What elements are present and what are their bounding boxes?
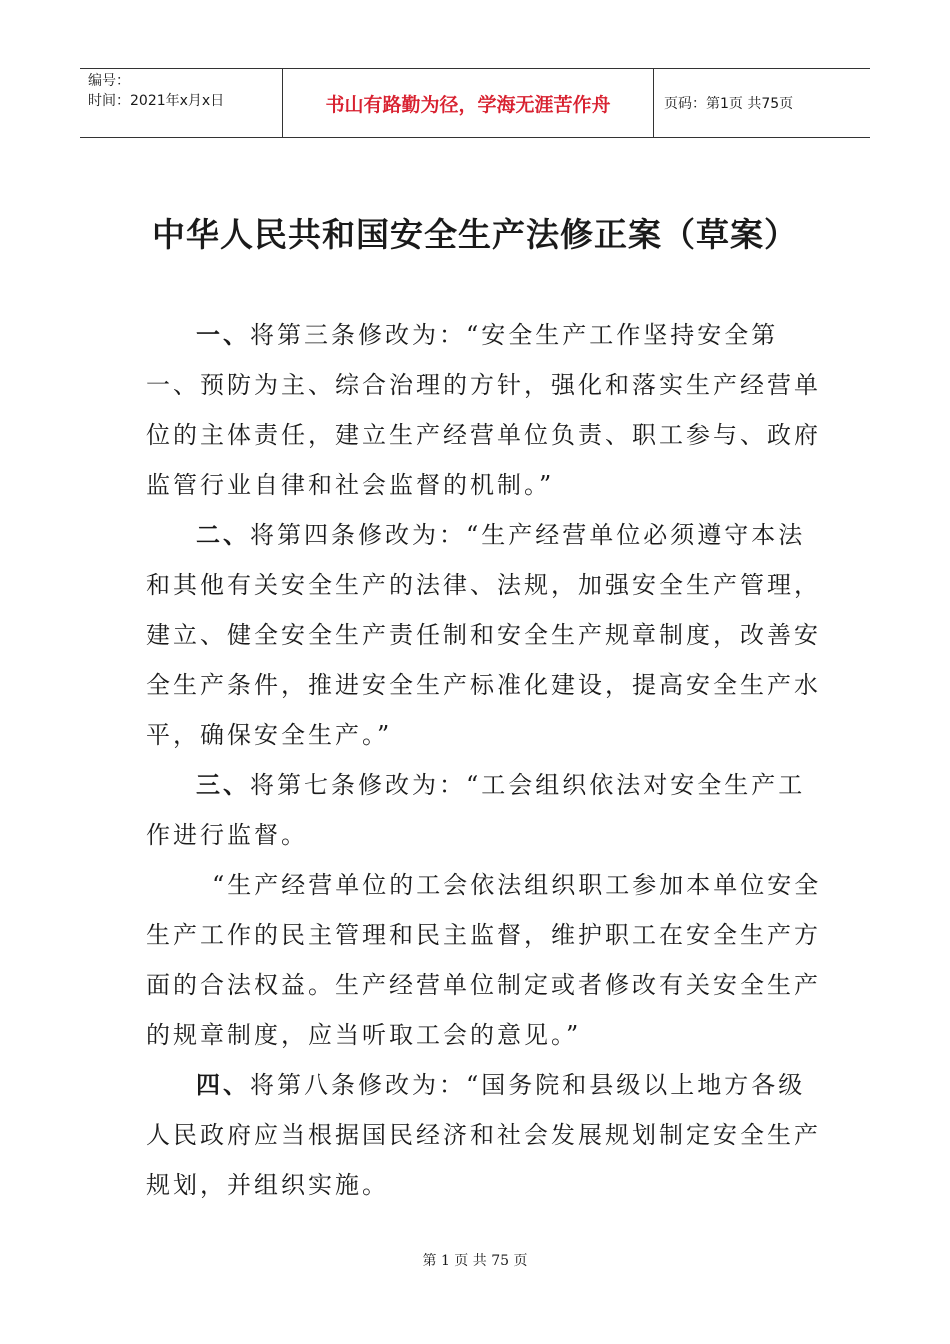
paragraph-text: “生产经营单位的工会依法组织职工参加本单位安全生产工作的民主管理和民主监督，维护职工在安全生产方面的合法权益。生产经营单位制定或者修改有关安全生产的规章制度，应当听取工会的意见。” — [146, 871, 822, 1049]
paragraph-text: 将第八条修改为：“国务院和县级以上地方各级人民政府应当根据国民经济和社会发展规划制定安全生产规划，并组织实施。 — [146, 1071, 821, 1199]
paragraph — [146, 510, 826, 760]
paragraph-lead: 二、 — [196, 521, 250, 549]
page-footer: 第 1 页 共 75 页 — [422, 1253, 528, 1269]
paragraph — [146, 310, 826, 510]
header-page-info: 页码：第1页 共75页 — [664, 96, 794, 112]
document-title: 中华人民共和国安全生产法修正案（草案） — [152, 215, 798, 254]
paragraph-text: 将第三条修改为：“安全生产工作坚持安全第一、预防为主、综合治理的方针，强化和落实生产经营单位的主体责任，建立生产经营单位负责、职工参与、政府监管行业自律和社会监督的机制。” — [146, 321, 821, 499]
time-label: 时间：2021年x月x日 — [88, 93, 225, 109]
header-motto: 书山有路勤为径，学海无涯苦作舟 — [282, 69, 654, 137]
paragraph-lead: 一、 — [196, 321, 250, 349]
paragraph — [146, 760, 826, 860]
paragraph-lead: 四、 — [196, 1071, 250, 1099]
number-label: 编号： — [88, 73, 130, 89]
paragraph — [146, 1060, 826, 1210]
paragraph-text: 将第四条修改为：“生产经营单位必须遵守本法和其他有关安全生产的法律、法规，加强安全生产管理，建立、健全安全生产责任制和安全生产规章制度，改善安全生产条件，推进安全生产标准化建设，提高安全生产水平，确保安全生产。” — [146, 521, 821, 749]
header-meta — [80, 69, 282, 137]
paragraph-lead: 三、 — [196, 771, 250, 799]
page-header — [80, 68, 870, 138]
document-body — [146, 310, 826, 1210]
paragraph — [146, 860, 826, 1060]
paragraph-text: 将第七条修改为：“工会组织依法对安全生产工作进行监督。 — [146, 771, 806, 849]
